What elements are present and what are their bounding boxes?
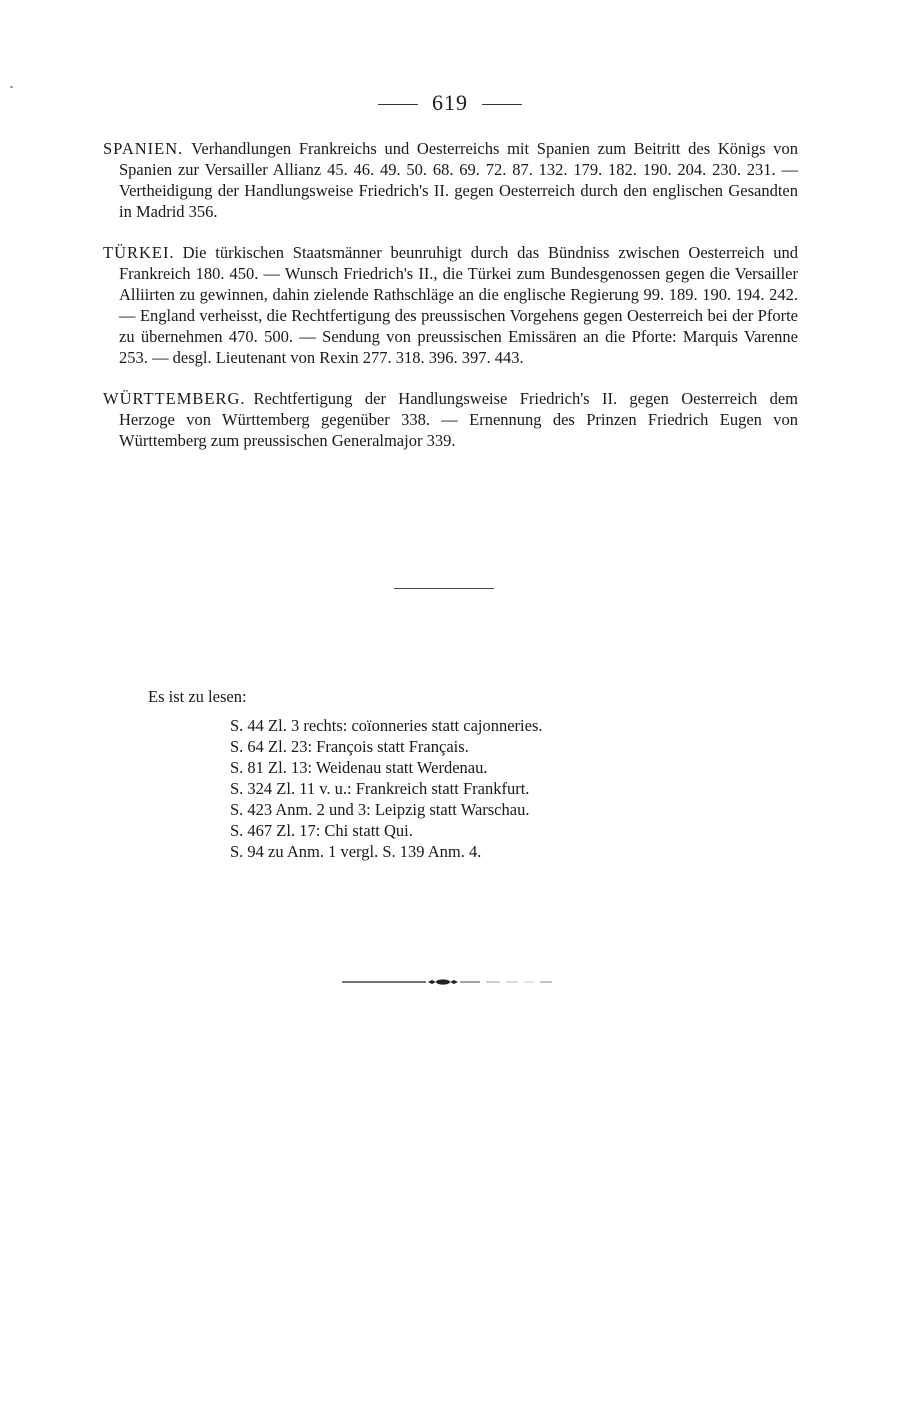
errata-item: S. 423 Anm. 2 und 3: Leipzig statt Warschau. bbox=[230, 800, 530, 819]
errata-item: S. 467 Zl. 17: Chi statt Qui. bbox=[230, 821, 413, 840]
index-entry bbox=[103, 138, 798, 222]
index-entry bbox=[103, 242, 798, 368]
header-dash-left bbox=[378, 104, 418, 105]
errata-list bbox=[148, 715, 748, 862]
entry-heading: SPANIEN. bbox=[103, 139, 184, 158]
index-entries bbox=[103, 138, 798, 471]
index-entry bbox=[103, 388, 798, 451]
entry-text: Die türkischen Staatsmänner beunruhigt durch das Bündniss zwischen Oesterreich und Frankreich 180. 450. — Wunsch Friedrich's II., die Türkei zum Bundesgenossen gegen die Versailler Alliirten zu gewinnen, dahin zielende Rathschläge an die englische Regierung 99. 189. 190. 194. 242. — England verheisst, die Rechtfertigung des preussischen Vorgehens gegen Oesterreich bei der Pforte zu übernehmen 470. 500. — Sendung von preussischen Emissären an die Pforte: Marquis Varenne 253. — desgl. Lieutenant von Rexin 277. 318. 396. 397. 443. bbox=[119, 243, 798, 367]
errata-item: S. 44 Zl. 3 rechts: coïonneries statt cajonneries. bbox=[230, 716, 543, 735]
errata-section bbox=[148, 686, 748, 862]
end-ornament bbox=[340, 975, 560, 989]
page-number: 619 bbox=[432, 90, 468, 115]
header-dash-right bbox=[482, 104, 522, 105]
section-divider bbox=[394, 588, 494, 589]
entry-heading: WÜRTTEMBERG. bbox=[103, 389, 246, 408]
errata-item: S. 94 zu Anm. 1 vergl. S. 139 Anm. 4. bbox=[230, 842, 482, 861]
entry-text: Verhandlungen Frankreichs und Oesterreichs mit Spanien zum Beitritt des Königs von Spanien zur Versailler Allianz 45. 46. 49. 50. 68. 69. 72. 87. 132. 179. 182. 190. 204. 230. 231. — Vertheidigung der Handlungsweise Friedrich's II. gegen Oesterreich durch den englischen Gesandten in Madrid 356. bbox=[119, 139, 798, 221]
errata-item: S. 81 Zl. 13: Weidenau statt Werdenau. bbox=[230, 758, 488, 777]
errata-item: S. 324 Zl. 11 v. u.: Frankreich statt Frankfurt. bbox=[230, 779, 530, 798]
entry-heading: TÜRKEI. bbox=[103, 243, 175, 262]
page-header bbox=[0, 90, 900, 116]
scan-speck bbox=[10, 86, 13, 88]
errata-item: S. 64 Zl. 23: François statt Français. bbox=[230, 737, 469, 756]
errata-heading: Es ist zu lesen: bbox=[148, 687, 247, 706]
entry-text: Rechtfertigung der Handlungsweise Friedrich's II. gegen Oesterreich dem Herzoge von Württemberg gegenüber 338. — Ernennung des Prinzen Friedrich Eugen von Württemberg zum preussischen Generalmajor 339. bbox=[119, 389, 798, 450]
